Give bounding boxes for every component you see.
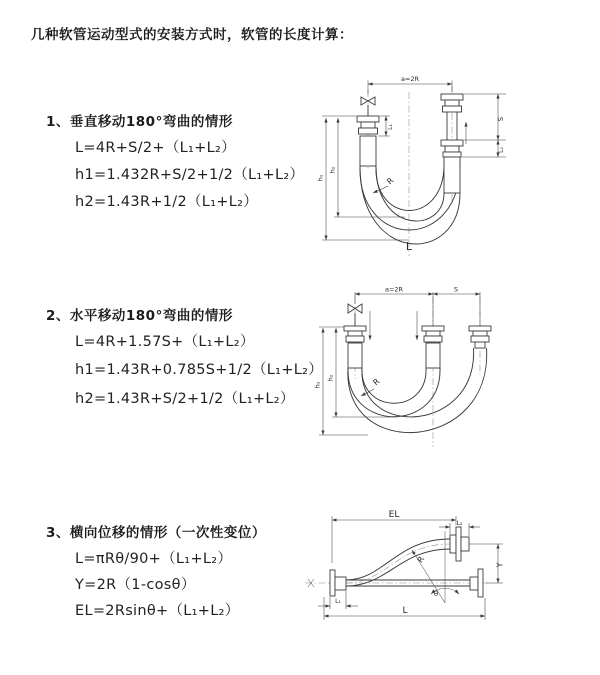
braid-section [444,157,460,193]
dim-label-l2: L₂ [456,520,463,527]
formula-line: L=4R+S/2+（L₁+L₂） [75,140,236,156]
braid-section [426,343,440,368]
pipes-and-fittings [330,527,483,597]
flange [469,326,491,331]
formula-line: h1=1.43R+0.785S+1/2（L₁+L₂） [75,362,324,378]
dim-label-l1: L₁ [335,598,341,605]
dim-label-y: Y [495,562,505,568]
dim-label-l2: L₂ [498,147,505,153]
formula-line: Y=2R（1-cosθ） [75,577,196,593]
flange [344,326,366,331]
diagram3-labels [335,510,504,616]
dim-label-s: S [497,116,505,122]
flange [422,326,444,331]
diagram1-labels [317,75,506,253]
section3-heading: 3、横向位移的情形（一次性变位） [46,525,266,541]
page-title: 几种软管运动型式的安装方式时，软管的长度计算： [31,27,353,43]
radius-label: R [415,554,427,565]
dim-label-h2: h₂ [326,374,335,382]
pipes-and-fittings [344,304,491,368]
flange [357,116,379,122]
braid-section [360,136,376,166]
formula-line: h2=1.43R+S/2+1/2（L₁+L₂） [75,391,295,407]
dimension-lines [318,516,503,620]
formula-line: EL=2Rsinθ+（L₁+L₂） [75,603,240,619]
radius-label: R [371,376,382,388]
braid-section [348,343,362,368]
diagram-horizontal-180-bend [310,283,600,463]
dimension-lines [319,292,480,435]
dim-label-el: EL [388,510,400,520]
dimension-lines [322,81,506,241]
length-label: L [405,240,413,253]
dim-label-h1: h₁ [313,381,322,389]
flange [330,570,335,596]
hose-curves [348,348,487,433]
formula-line: h2=1.43R+1/2（L₁+L₂） [75,194,259,210]
centerlines [368,86,452,256]
diagram-vertical-180-bend [310,70,595,260]
flange [441,94,463,100]
flange [456,527,461,561]
centerlines [355,297,480,447]
formula-line: L=πRθ/90+（L₁+L₂） [75,551,233,567]
formula-line: L=4R+1.57S+（L₁+L₂） [75,334,255,350]
pipes-and-fittings [357,94,463,193]
angle-label: θ [433,590,439,598]
dim-label-a2r: a=2R [384,285,404,294]
dim-label-l1: L₁ [387,124,394,130]
formula-line: h1=1.432R+S/2+1/2（L₁+L₂） [75,167,305,183]
length-label: L [402,606,408,616]
dim-label-h2: h₂ [328,166,337,174]
dim-label-a2r: a=2R [400,75,420,83]
section1-heading: 1、垂直移动180°弯曲的情形 [46,114,233,130]
hose-curves [346,539,450,586]
diagram-lateral-displacement [300,503,600,648]
flange [478,569,483,597]
section2-heading: 2、水平移动180°弯曲的情形 [46,308,233,324]
dim-label-h1: h₁ [316,174,325,182]
radius-label: R [385,175,396,187]
dim-label-s: S [453,285,459,294]
